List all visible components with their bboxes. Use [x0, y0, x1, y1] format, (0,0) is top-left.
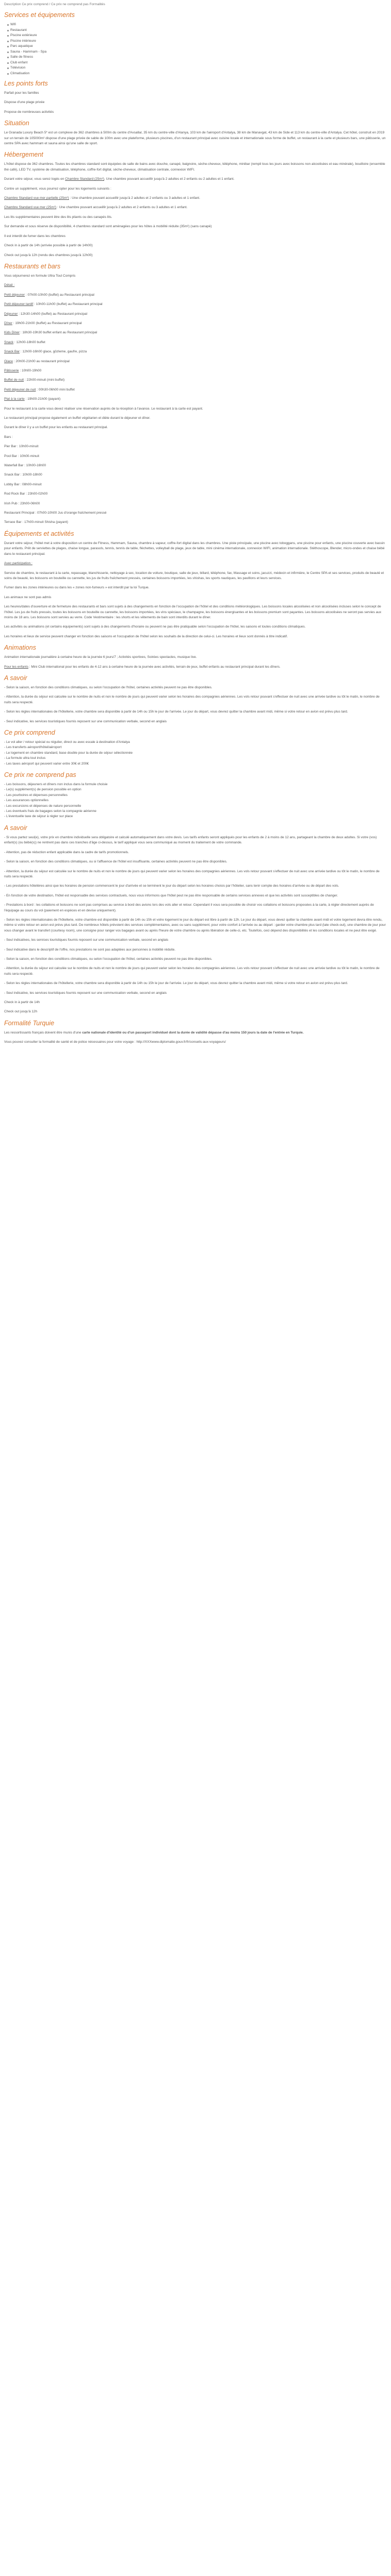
restaurants-detail-label: Détail :: [4, 283, 15, 287]
accommodation-smoking: Il est interdit de fumer dans les chambres: [4, 234, 66, 238]
accommodation-room-note: [4, 177, 387, 182]
service-item-outdoor-pool: Piscine extérieure: [7, 33, 387, 39]
meal-row: [4, 330, 387, 335]
meal-label: Kids Diner: [4, 331, 20, 335]
good-to-know-item: - Selon les règles internationales de l'hôtellerie, votre chambre sera disponible à partir de 14h ou 15h le jour de l'arrivée. Le jour du départ, vous devrez quitter la chambre avant midi, même si votre retour en avion est prévu plus tard.: [4, 710, 348, 714]
good-to-know-item: - Selon la saison, en fonction des conditions climatiques, ou selon l'occupation de l'hôtel, certaines activités peuvent ne pas être disponibles.: [4, 957, 213, 961]
text: Les ressortissants français doivent être munis d'une: [4, 1030, 83, 1035]
text: : Une chambre pouvant accueillir jusqu'à 2 adultes et 2 enfants ou 3 adultes et 1 enfant.: [70, 196, 200, 200]
good-to-know-item: - Seul indicative, les services touristiques fournis reposent sur une communication verbale, second en anglais: [4, 719, 167, 723]
kids-text: : Mini Club international pour les enfants de 4-12 ans à certaine heure de la journée avec activités, terrain de jeux, buffet enfants au restaurant principal durant les dîners.: [28, 665, 281, 669]
good-to-know-title: A savoir: [4, 824, 27, 832]
good-to-know-item: - Attention, la durée du séjour est calculée sur le nombre de nuits et non le nombre de jours qui peuvent varier selon les horaires des compagnies aériennes. Les vols retour pouvant s'effectuer de nuit avec une arrivée tardive ou tôt le matin, le nombre de nuits sera respecté.: [4, 967, 380, 976]
text: . Une chambre pouvant accueillir jusqu'à 2 adultes et 2 enfants ou 2 adultes et 1 enfant.: [104, 177, 235, 181]
equipment-section: [4, 530, 387, 639]
formalities-id-requirement: [4, 1030, 387, 1036]
meal-row: [4, 359, 387, 364]
animations-kids: [4, 665, 387, 670]
room-option: [4, 205, 387, 210]
accommodation-section: [4, 150, 387, 258]
checkout-time: Check out jusqu'à 12h: [4, 1010, 38, 1014]
bar-row: Irish Pub : 23h00-06h00: [4, 501, 40, 505]
breadcrumb[interactable]: Description Ce prix comprend / Ce prix ne comprend pas Formalités: [4, 3, 105, 6]
accommodation-supplement: Contre un supplément, vous pourrez opter pour les logements suivants :: [4, 187, 111, 191]
highlights-title: Les points forts: [4, 80, 48, 87]
price-includes-section: [4, 728, 387, 767]
equipment-paid: Service de chambre, le restaurant à la carte, repassage, blanchisserie, nettoyage à sec, location de voiture, boutique, salle de jeux, billard, téléphone, fax, Massage et soins, jacuzzi, médecin et infirmière, le Centre SPA et ses services, produits de beauté et soins de beauté, les boissons en bouteille ou cannette, les jus de fruits fraîchement pressés, certaines boissons importées, les shishas, les sports nautiques, les pavillons et leurs services.: [4, 571, 384, 580]
formalities-link-text[interactable]: Vous pouvez consulter la formalité de santé et de police nécessaires pour votre voyage : http://XXXwww.diplomatie.gouv.fr/fr/conseils-aux-voyageurs/: [4, 1040, 226, 1044]
bar-row: Lobby Bar : 08h00-minuit: [4, 482, 42, 486]
meal-label: Petit déjeuner tardif: [4, 302, 34, 307]
highlight-item: Propose de nombreuses activités: [4, 110, 54, 114]
bar-row: Snack Bar : 10h00-18h00: [4, 473, 42, 477]
accommodation-checkout: Check out jusqu'à 12h (rendu des chambres jusqu'à 12h00): [4, 253, 93, 257]
meal-label: Pâtisserie: [4, 368, 19, 372]
meal-text: : 20h00-21h00 au restaurant principal: [12, 359, 70, 363]
meal-row: [4, 293, 387, 298]
good-to-know-item: - Seul indicatives, les services touristiques fournis reposent sur une communication verbale, second en anglais: [4, 938, 169, 942]
meal-label: Buffet de nuit: [4, 378, 24, 382]
equipment-schedule: Les horaires et lieux de service peuvent changer en fonction des saisons et l'occupation de l'hôtel selon les souhaits de la direction de celui-ci. Les horaires et lieux sont donnés à titre indicatif.: [4, 634, 288, 638]
price-includes-title: Ce prix comprend: [4, 729, 55, 736]
location-title: Situation: [4, 120, 29, 127]
meal-row: [4, 340, 387, 345]
price-excludes-item: - Les excursions et dépenses de nature personnelle: [4, 804, 82, 808]
good-to-know-item: - Selon les règles internationales de l'hôtellerie, votre chambre est disponible à partir de 14h ou 15h et votre logement le jour du départ est libre à partir de 12h. Le jour du départ, vous devez quitter la chambre avant midi et votre logement devra être rendu, même si votre retour en avion est prévu plus tard. De nombreux hôtels prévoient des services complémentaires, avec ou sans supplément, pour votre confort à l'arrivée ou au départ : garder votre chambre plus tard (late check-out), une chambre de jour pour vous changer avant le transfert (courtesy room), une consigne pour ranger vos bagages avant ou après l'heure de votre chambre ou après libération de celle-ci, etc. Toutefois, ceci dépend des disponibilités et les conditions locales et ne peut être exigé.: [4, 918, 386, 933]
good-to-know-item: - Seul indicative, les services touristiques fournis reposent sur une communication verbale, second en anglais: [4, 991, 167, 995]
good-to-know-item: - Selon la saison, en fonction des conditions climatiques, ou selon l'occupation de l'hôtel, certaines activités peuvent ne pas être disponibles.: [4, 685, 213, 689]
service-item-wifi: Wifi: [7, 22, 387, 28]
formalities-title: Formalité Turquie: [4, 1019, 55, 1027]
price-includes-item: - La formule ultra tout inclus: [4, 756, 46, 760]
good-to-know-item: - Selon les règles internationales de l'hôtellerie, votre chambre sera disponible à partir de 14h ou 15h le jour de l'arrivée. Le jour du départ, vous devrez quitter la chambre avant midi, même si votre retour en avion est prévu plus tard.: [4, 981, 348, 986]
price-excludes-item: - Les pourboires et dépenses personnelles: [4, 793, 68, 797]
meal-label: Plat à la carte: [4, 397, 25, 401]
service-item-aquapark: Parc aquatique: [7, 44, 387, 49]
service-item-fitness: Salle de fitness: [7, 55, 387, 60]
service-item-spa: Sauna - Hammam - Spa: [7, 49, 387, 55]
id-requirement-emphasis: carte nationale d'identité ou d'un passeport individuel dont la durée de validité dépasse d'au moins 150 jours la date de l'entrée en Turquie.: [82, 1030, 304, 1035]
meal-text: : 07h00-10h00 (buffet) au Restaurant principal: [25, 293, 94, 297]
equipment-paid-label: Avec participation :: [4, 562, 32, 566]
kids-label: Pour les enfants: [4, 665, 28, 669]
animations-text: Animation internationale journalière à certaine heure de la journée 6 jours/7 ; Activités sportives, Soirées spectacles, musique live.: [4, 655, 197, 659]
meal-row: [4, 368, 387, 374]
equipment-pets: Les animaux ne sont pas admis: [4, 595, 52, 599]
meal-label: Glace: [4, 359, 13, 363]
formalities-section: [4, 1019, 387, 1045]
checkin-time: Check in à partir de 14h: [4, 1001, 40, 1004]
good-to-know-item: - En fonction de votre destination, l'hôtel est responsable des services contractuels, nous vous informons que l'hôtel peut ne pas être responsable de certains services annexes et que les activités sont susceptibles de changer.: [4, 893, 338, 897]
room-option-link[interactable]: Chambre Standard vue mer (25m²): [4, 206, 57, 210]
meal-text: : 12h00-18h00 buffet: [13, 340, 45, 344]
standard-room-link[interactable]: Chambre Standard (25m²): [65, 177, 105, 181]
restaurants-alacarte: Pour le restaurant à la carte vous devez réaliser une réservation auprès de la réception à l'avance. Le restaurant à la carte est payant.: [4, 406, 203, 411]
text: Durant votre séjour, vous serez logés en: [4, 177, 66, 181]
accommodation-beds: Les lits supplémentaires peuvent être des lits pliants ou des canapés lits.: [4, 215, 112, 219]
bar-row: Waterfall Bar : 10h00-16h00: [4, 464, 46, 468]
meal-row: [4, 378, 387, 383]
bar-row: Pool Bar : 10h00-minuit: [4, 454, 39, 458]
price-excludes-section: [4, 771, 387, 820]
meal-text: : 10h00-11h00 (buffet) au Restaurant principal: [33, 302, 103, 307]
accommodation-checkin: Check in à partir de 14h (arrivée possible à partir de 14h00): [4, 244, 93, 248]
meal-text: : 00h30-06h00 mini buffet: [36, 387, 75, 392]
bar-row: Restaurant Principal : 07h00-10h00 Jus d'orange fraîchement pressé: [4, 511, 107, 515]
price-excludes-item: - Les boissons, déjeuners et dîners non inclus dans la formule choisie: [4, 783, 108, 787]
location-section: [4, 119, 387, 146]
equipment-title: Équipements et activités: [4, 530, 74, 537]
price-includes-item: - Le vol aller / retour spécial ou régulier, direct ou avec escale à destination d'Antalya: [4, 740, 130, 744]
meal-label: Petit déjeuner de nuit: [4, 387, 36, 392]
meal-row: [4, 302, 387, 307]
services-title: Services et équipements: [4, 11, 75, 19]
good-to-know-item: - Seul indicative dans le descriptif de l'offre, nos prestations ne sont pas adaptées aux personnes à mobilité réduite.: [4, 947, 176, 952]
good-to-know-section-1: [4, 674, 387, 724]
good-to-know-item: - Selon la saison, en fonction des conditions climatiques, ou si l'affluence de l'hôtel est insuffisante, certaines activités peuvent ne pas être disponibles.: [4, 860, 227, 864]
meal-text: : 10h00-19h00: [19, 368, 42, 372]
accommodation-title: Hébergement: [4, 151, 43, 159]
highlights-section: [4, 79, 387, 115]
bar-row: Rod Rock Bar : 23h00-02h00: [4, 492, 48, 496]
service-item-indoor-pool: Piscine intérieure: [7, 39, 387, 44]
meal-row: [4, 387, 387, 393]
price-excludes-item: - Les assurances optionnelles: [4, 799, 48, 803]
restaurants-vegetarian: Le restaurant principal propose également un buffet végétarien et diète durant le déjeuner et dîner.: [4, 416, 151, 420]
service-item-tv: Télévision: [7, 65, 387, 71]
accommodation-accessibility: Sur demande et sous réserve de disponibilité, 4 chambres standard sont aménagées pour les hôtes à mobilité réduite (35m²) (sans canapé): [4, 225, 212, 229]
location-text: Le Granada Luxury Beach 5* est un complexe de 362 chambres à 500m du centre d'Avsallar, 35 km du centre-ville d'Alanya, 103 km de l'aéroport d'Antalya, 38 km de Manavgat, 43 km de Side et 113 km du centre-ville d'Antalya. Cet hôtel, construit en 2019 sur un terrain de 105000m² dispose d'une plage privée de sable de 100m avec une plateforme, plusieurs piscines, d'un restaurant principal avec cuisine locale et internationale sous forme de buffet, un restaurant à la carte et plusieurs bars, une pâtisserie, un centre SPA avec hammam et sauna ainsi qu'une salle de sport.: [4, 131, 386, 146]
animations-section: [4, 643, 387, 670]
meal-row: [4, 349, 387, 354]
price-excludes-item: - L'éventuelle taxe de séjour à régler sur place: [4, 815, 73, 819]
equipment-intro: Durant votre séjour, l'hôtel met à votre disposition un centre de Fitness, Hammam, Sauna, chambre à vapeur, coffre-fort digital dans les chambres. Une piste principale, une piscine avec toboggans, une piscine pour enfants, une piscine couverte avec bassin pour enfants. Prêt de serviettes de plages, chaise longue, parasols, tennis, tennis de table, fléchettes, volleyball de plage, jeux de table, mini cinéma internationale, connexion WIFI, animation internationale. Stéthoscope, Blender, micro-ondes et chaise bébé dans le restaurant principal.: [4, 541, 385, 556]
restaurants-title: Restaurants et bars: [4, 262, 61, 270]
meal-row: [4, 321, 387, 326]
meal-label: Dîner: [4, 321, 12, 325]
equipment-smoking: Fumer dans les zones intérieures ou dans les « zones non-fumeurs » est interdit par la loi Turque.: [4, 586, 150, 590]
price-excludes-title: Ce prix ne comprend pas: [4, 771, 76, 779]
service-item-kids-club: Club enfant: [7, 60, 387, 66]
room-option: [4, 196, 387, 201]
good-to-know-item: - Prestations à bord : les collations et boissons ne sont pas comprises au service à bord des avions lors des vols aller et retour. Cependant il vous sera possible de choisir vos collations et boissons proposées à la carte, à régler directement auprès de l'équipage au cours du vol (paiement en espèces et en devise uniquement).: [4, 903, 374, 912]
bar-row: Terrace Bar : 17h00-minuit Shisha (payant): [4, 520, 68, 524]
meal-label: Snack: [4, 340, 14, 344]
services-section: [4, 11, 387, 76]
service-item-restaurant: Restaurant: [7, 28, 387, 33]
accommodation-intro: L'hôtel dispose de 362 chambres. Toutes les chambres standard sont équipées de salle de bains avec douche, canapé, baignoire, sèche-cheveux, téléphone, minibar (rempli tous les jours avec boissons non alcoolisées et eau minérale), bouilloire (ensemble thé café), LED TV, système de climatisation, téléphone, coffre-fort digital, sèche-cheveux, climatisation centrale, connexion WIFI.: [4, 162, 385, 172]
meal-text: : 19h00-21h00 (payant): [24, 397, 61, 401]
equipment-activities: Les activités ou animations (et certains équipements) sont sujets à des changements d'horaire ou peuvent ne pas être pratiquable selon l'occupation de l'hôtel, les saisons et toutes conditions climatiques.: [4, 625, 306, 629]
highlight-item: Parfait pour les familles: [4, 91, 39, 95]
highlight-item: Dispose d'une plage privée: [4, 100, 45, 105]
meal-label: Petit déjeuner: [4, 293, 25, 297]
animations-title: Animations: [4, 644, 36, 652]
service-item-aircon: Climatisation: [7, 71, 387, 77]
bar-row: Pier Bar : 10h00-minuit: [4, 445, 39, 449]
restaurants-intro: Vous séjournerez en formule Ultra Tout Compris: [4, 274, 76, 278]
good-to-know-item: - Les prestations hôtelières ainsi que les horaires de pension commencent le jour d'arrivée et se terminent le jour du départ selon les horaires choisis par l'hôtelier, sans tenir compte des horaires d'arrivée ou de départ des vols.: [4, 884, 339, 888]
good-to-know-item: - Attention, pas de réduction enfant applicable dans la cadre de tarifs promotionnels.: [4, 850, 129, 854]
bars-label: Bars :: [4, 435, 13, 439]
meal-text: : 19h00-21h00 (buffet) au Restaurant principal: [12, 321, 82, 325]
services-list: [4, 22, 387, 76]
meal-text: : 18h30-19h30 buffet enfant au Restaurant principal: [19, 331, 97, 335]
meal-label: Snack Bar: [4, 350, 20, 354]
good-to-know-item: - Si vous partez seul(e), votre prix en chambre individuelle sera obligatoire et calculé automatiquement dans votre devis. Les tarifs enfants seront appliqués pour les enfants de 2 à moins de 12 ans, partageant la chambre de deux adultes. Si votre (vos) enfant(s) (ou bébé(s)) ne rentrent pas dans ces tranches d'âge ci-dessus, le tarif appliqué vous sera communiqué au moment du traitement de votre commande.: [4, 835, 377, 845]
good-to-know-item: - Attention, la durée du séjour est calculée sur le nombre de nuits et non le nombre de jours qui peuvent varier selon les horaires des compagnies aériennes. Les vols retour pouvant s'effectuer de nuit avec une arrivée tardive ou tôt le matin, le nombre de nuits sera respecté.: [4, 695, 380, 704]
text: : Une chambre pouvant accueillir jusqu'à 2 adultes et 2 enfants ou 3 adultes et 1 enfant.: [57, 206, 188, 210]
restaurants-kids-buffet: Durant le dîner il y a un buffet pour les enfants au restaurant principal.: [4, 426, 108, 430]
price-includes-item: - Les transferts aéroport/hôtel/aéroport: [4, 745, 62, 750]
price-excludes-item: - Les éventuels frais de bagages selon la compagnie aérienne: [4, 809, 96, 814]
meal-text: : 22h00-minuit (mini buffet): [24, 378, 65, 382]
meal-row: [4, 312, 387, 317]
meal-label: Déjeuner: [4, 312, 18, 316]
meal-row: [4, 397, 387, 402]
good-to-know-section-2: [4, 824, 387, 1015]
price-includes-item: - Le logement en chambre standard, base double pour la durée de séjour sélectionnée: [4, 751, 133, 755]
restaurants-section: [4, 262, 387, 526]
price-excludes-item: - Le(s) supplément(s) de pension possible en option: [4, 788, 82, 792]
good-to-know-title: A savoir: [4, 674, 27, 682]
equipment-hours: Les heures/dates d'ouverture et de fermeture des restaurants et bars sont sujets à des changements en fonction de l'occupation de l'hôtel et des conditions météorologiques. Les boissons locales alcoolisées et non alcoolisées incluses selon le concept de l'hôtel. Les jus de fruits pressés, toutes les boissons en bouteille ou cannette, les boissons importées, les vins spéciaux, le champagne, les boissons énergisantes et les boissons premium sont payantes. Les boissons alcoolisées ne seront pas servies aux moins de 18 ans. Les boissons sont servies au verre. Code Vestimentaire : les shorts et les vêtements de bain sont interdits durant le dîner.: [4, 605, 382, 619]
good-to-know-item: - Attention, la durée du séjour est calculée sur le nombre de nuits et non le nombre de jours qui peuvent varier selon les horaires des compagnies aériennes. Les vols retour pouvant s'effectuer de nuit avec une arrivée tardive ou tôt le matin, le nombre de nuits sera respecté.: [4, 869, 380, 878]
meal-text: : 12h00-16h00 glace, gözleme, gaufre, pizza: [20, 350, 87, 354]
meal-text: : 12h30-14h00 (buffet) au Restaurant principal: [18, 312, 88, 316]
price-includes-item: - Les taxes aéroport qui peuvent varier entre 30€ et 200€: [4, 761, 89, 766]
hotel-description-document: [0, 0, 391, 1055]
room-option-link[interactable]: Chambre Standard vue mer partielle (25m²): [4, 196, 69, 200]
